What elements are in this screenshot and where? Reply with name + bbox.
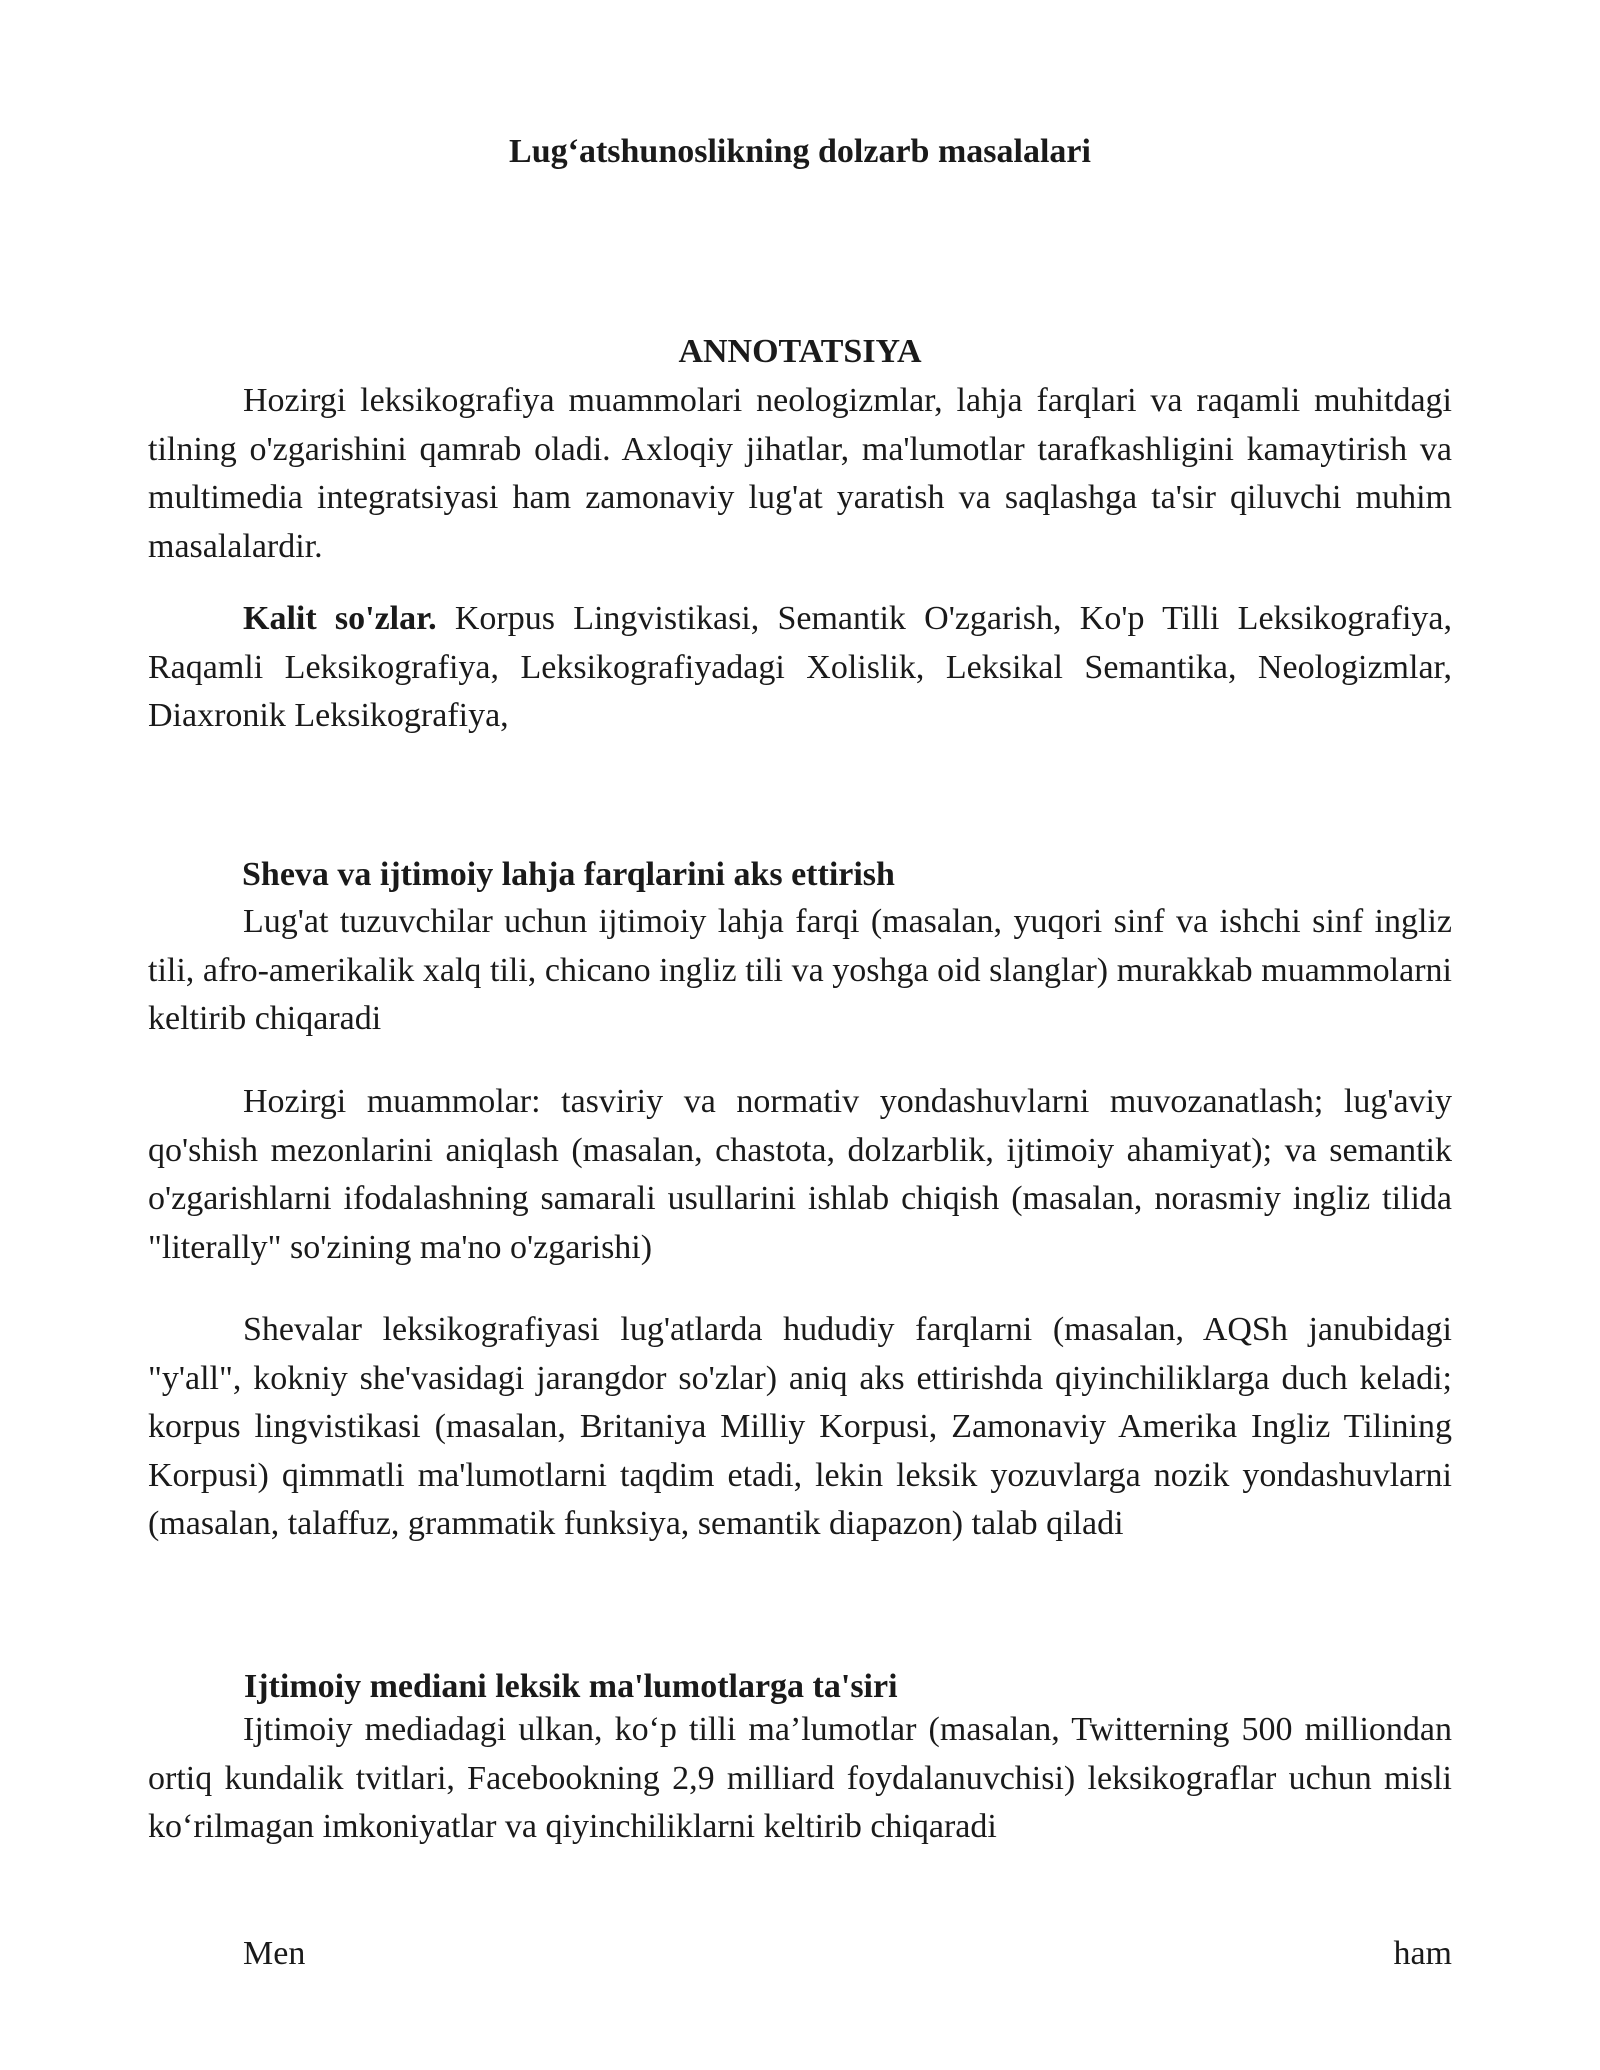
keywords-list: Korpus Lingvistikasi, Semantik O'zgarish, Ko'p Tilli Leksikografiya, Raqamli Leksikografiya, Leksikografiyadagi Xolislik, Leksikal Semantika, Neologizmlar, Diaxronik Leksikografiya, xyxy=(148,600,1452,734)
section-social-paragraph-2: Men ham xyxy=(243,1935,1452,1972)
section-dialects-paragraph-1: Lug'at tuzuvchilar uchun ijtimoiy lahja farqi (masalan, yuqori sinf va ishchi sinf ingliz tili, afro-amerikalik xalq tili, chicano ingliz tili va yoshga oid slanglar) murakkab muammolarni keltirib chiqaradi xyxy=(148,903,1452,1037)
section-dialects-p1-block xyxy=(148,898,1452,1044)
section-heading-dialects: Sheva va ijtimoiy lahja farqlarini aks ettirish xyxy=(242,856,895,893)
section-social-p1-block xyxy=(148,1706,1452,1852)
section-dialects-paragraph-2: Hozirgi muammolar: tasviriy va normativ yondashuvlarni muvozanatlash; lug'aviy qo'shish mezonlarini aniqlash (masalan, chastota, dolzarblik, ijtimoiy ahamiyat); va semantik o'zgarishlarni ifodalashning samarali usullarini ishlab chiqish (masalan, norasmiy ingliz tilida "literally" so'zining ma'no o'zgarishi) xyxy=(148,1083,1452,1266)
keywords-block xyxy=(148,595,1452,741)
section-dialects-p3-block xyxy=(148,1306,1452,1549)
annotation-paragraph: Hozirgi leksikografiya muammolari neologizmlar, lahja farqlari va raqamli muhitdagi tilning o'zgarishini qamrab oladi. Axloqiy jihatlar, ma'lumotlar tarafkashligini kamaytirish va multimedia integratsiyasi ham zamonaviy lug'at yaratish va saqlashga ta'sir qiluvchi muhim masalalardir. xyxy=(148,382,1452,565)
document-title: Lug‘atshunoslikning dolzarb masalalari xyxy=(509,133,1091,170)
section-dialects-paragraph-3: Shevalar leksikografiyasi lug'atlarda hududiy farqlarni (masalan, AQSh janubidagi "y'all", kokniy she'vasidagi jarangdor so'zlar) aniq aks ettirishda qiyinchiliklarga duch keladi; korpus lingvistikasi (masalan, Britaniya Milliy Korpusi, Zamonaviy Amerika Ingliz Tilining Korpusi) qimmatli ma'lumotlarni taqdim etadi, lekin leksik yozuvlarga nozik yondashuvlarni (masalan, talaffuz, grammatik funksiya, semantik diapazon) talab qiladi xyxy=(148,1311,1452,1542)
annotation-heading: ANNOTATSIYA xyxy=(678,333,922,370)
section-dialects-p2-block xyxy=(148,1078,1452,1272)
section-social-p2-block xyxy=(148,1930,1452,1979)
keywords-paragraph xyxy=(148,595,1452,741)
annotation-block xyxy=(148,377,1452,571)
section-heading-social-media: Ijtimoiy mediani leksik ma'lumotlarga ta'siri xyxy=(244,1668,898,1705)
section-social-paragraph-1: Ijtimoiy mediadagi ulkan, ko‘p tilli ma’lumotlar (masalan, Twitterning 500 milliondan ortiq kundalik tvitlari, Facebookning 2,9 milliard foydalanuvchisi) leksikograflar uchun misli ko‘rilmagan imkoniyatlar va qiyinchiliklarni keltirib chiqaradi xyxy=(148,1711,1452,1845)
keywords-label: Kalit so'zlar. xyxy=(243,600,437,637)
